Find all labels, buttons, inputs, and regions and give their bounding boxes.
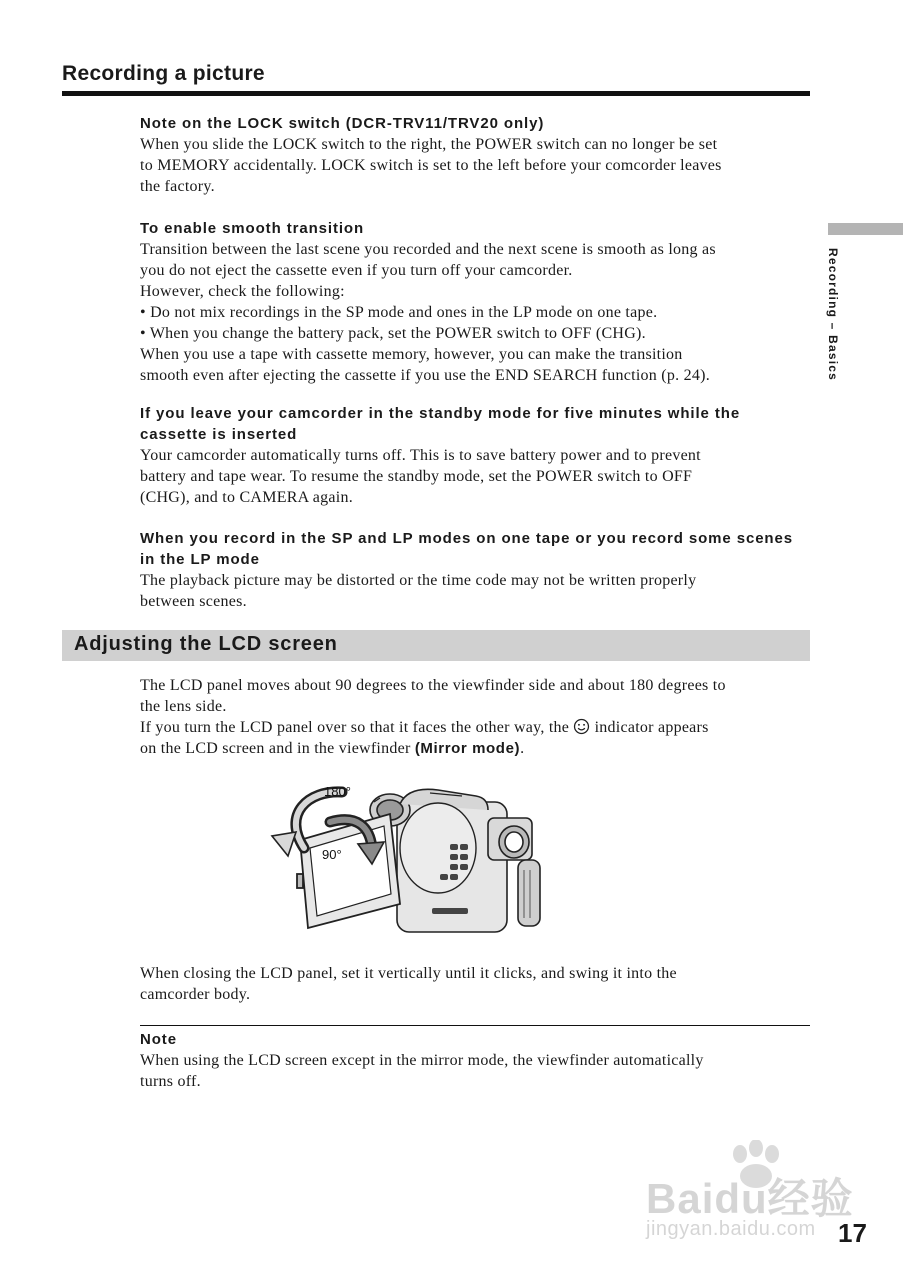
body-line: the lens side. <box>140 698 227 715</box>
body-line: to MEMORY accidentally. LOCK switch is set to the left before your comcorder leaves <box>140 157 722 174</box>
body-text: on the LCD screen and in the viewfinder <box>140 740 411 757</box>
body-line: camcorder body. <box>140 986 251 1003</box>
mirror-mode-icon <box>573 718 590 735</box>
bullet-item: • Do not mix recordings in the SP mode and ones in the LP mode on one tape. <box>140 304 658 321</box>
sp-lp-mode-heading: When you record in the SP and LP modes on one tape or you record some scenes <box>140 530 793 547</box>
body-line: Transition between the last scene you recorded and the next scene is smooth as long as <box>140 241 716 258</box>
body-line: you do not eject the cassette even if you turn off your camcorder. <box>140 262 573 279</box>
mirror-sentence-end <box>140 738 810 759</box>
page-title: Recording a picture <box>62 62 265 85</box>
watermark-url: jingyan.baidu.com <box>646 1218 816 1240</box>
body-line: When closing the LCD panel, set it vertically until it clicks, and swing it into the <box>140 965 677 982</box>
section-header-bar <box>62 630 810 661</box>
title-rule <box>62 91 810 96</box>
smooth-transition-heading: To enable smooth transition <box>140 220 365 237</box>
viewfinder-icon <box>488 818 532 860</box>
body-line: (CHG), and to CAMERA again. <box>140 489 353 506</box>
lcd-intro <box>140 675 810 759</box>
body-line: However, check the following: <box>140 283 345 300</box>
grip-icon <box>518 860 540 926</box>
angle-label-90: 90° <box>322 847 342 862</box>
body-line: turns off. <box>140 1073 201 1090</box>
body-text: If you turn the LCD panel over so that it faces the other way, the <box>140 719 570 736</box>
body-line: When you slide the LOCK switch to the right, the POWER switch can no longer be set <box>140 136 718 153</box>
page-number: 17 <box>838 1218 867 1248</box>
body-line: When you use a tape with cassette memory, however, you can make the transition <box>140 346 683 363</box>
smooth-transition-section <box>140 218 810 386</box>
bullet-item: • When you change the battery pack, set the POWER switch to OFF (CHG). <box>140 325 646 342</box>
body-line: the factory. <box>140 178 215 195</box>
standby-mode-heading: If you leave your camcorder in the standby mode for five minutes while the <box>140 405 741 422</box>
side-tab-marker <box>828 223 903 235</box>
mirror-sentence <box>140 717 810 738</box>
note-heading: Note <box>140 1031 177 1048</box>
watermark <box>640 1140 860 1250</box>
body-line: The playback picture may be distorted or the time code may not be written properly <box>140 572 697 589</box>
note-block <box>140 1029 810 1092</box>
sp-lp-mode-heading: in the LP mode <box>140 551 260 568</box>
closing-instructions <box>140 963 810 1005</box>
section-title: Adjusting the LCD screen <box>74 633 338 655</box>
body-line: When using the LCD screen except in the mirror mode, the viewfinder automatically <box>140 1052 704 1069</box>
lcd-rotation-illustration <box>262 778 562 938</box>
mirror-mode-term: (Mirror mode) <box>414 740 521 757</box>
watermark-brand: Baidu经验 <box>646 1175 854 1222</box>
standby-mode-section <box>140 403 810 508</box>
lock-switch-note <box>140 113 810 197</box>
lock-switch-heading: Note on the LOCK switch (DCR-TRV11/TRV20 only) <box>140 115 545 132</box>
period: . <box>520 740 525 757</box>
body-text: indicator appears <box>594 719 709 736</box>
body-line: The LCD panel moves about 90 degrees to the viewfinder side and about 180 degrees to <box>140 677 726 694</box>
lcd-panel <box>297 814 400 928</box>
body-line: smooth even after ejecting the cassette if you use the END SEARCH function (p. 24). <box>140 367 710 384</box>
body-line: battery and tape wear. To resume the standby mode, set the POWER switch to OFF <box>140 468 693 485</box>
note-rule <box>140 1025 810 1026</box>
side-tab-label: Recording – Basics <box>826 248 840 381</box>
angle-label-180: 180° <box>324 784 351 799</box>
sp-lp-mode-section <box>140 528 810 612</box>
body-line: Your camcorder automatically turns off. This is to save battery power and to prevent <box>140 447 701 464</box>
body-line: between scenes. <box>140 593 247 610</box>
standby-mode-heading: cassette is inserted <box>140 426 298 443</box>
